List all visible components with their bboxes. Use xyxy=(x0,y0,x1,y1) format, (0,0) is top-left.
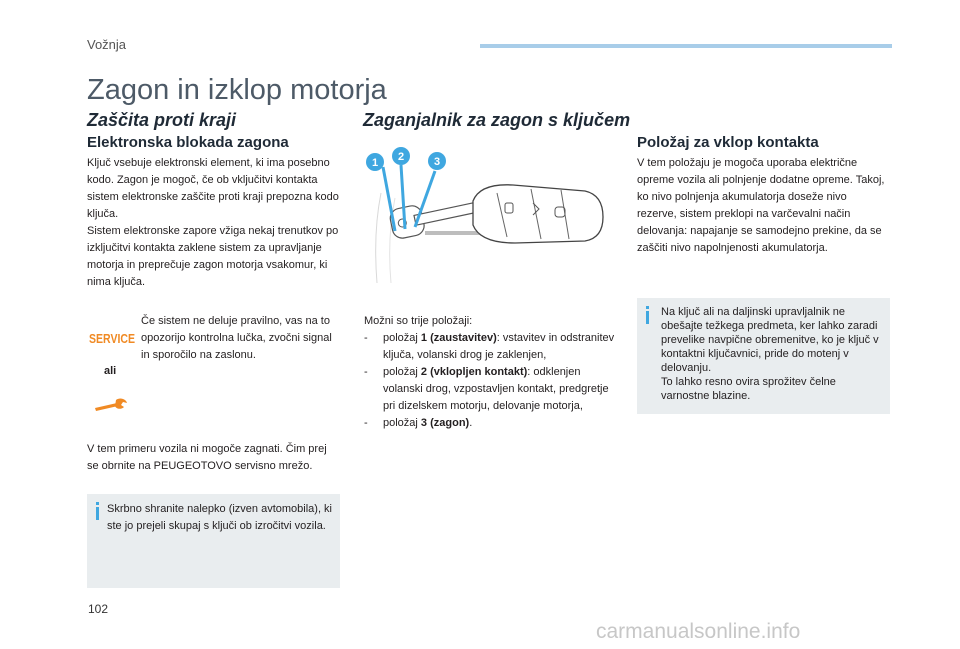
positions-list xyxy=(364,313,616,432)
info-note-icon xyxy=(96,507,99,520)
immobiliser-paragraph-2: Sistem elektronske zapore vžiga nekaj trenutkov po izključitvi kontakta zaklene sistem za upravljanje motorja in preprečuje zagon motorja vsakomur, ki nima ključa. xyxy=(87,225,339,288)
list-item xyxy=(364,330,616,364)
or-label: ali xyxy=(104,365,117,377)
item-rest: . xyxy=(469,417,473,429)
heading-immobiliser: Elektronska blokada zagona xyxy=(87,134,289,151)
info-note-icon xyxy=(646,311,649,324)
note-key-paragraph-1: Na ključ ali na daljinski upravljalnik ne obešajte težkega predmeta, ker lahko zaradi prevelike navpične obremenitve, ko je ključ v kontaktni ključavnici, pride do motenj v delovanju. xyxy=(661,306,879,374)
note-text-label: Skrbno shranite nalepko (izven avtomobila), ki ste jo prejeli skupaj s ključi ob izročitvi vozila. xyxy=(107,503,333,532)
wrench-icon xyxy=(93,398,129,412)
note-box-key xyxy=(637,298,890,414)
note-box-label xyxy=(87,494,340,588)
item-bold: 2 (vklopljen kontakt) xyxy=(420,366,528,378)
list-dash: - xyxy=(364,366,368,378)
callout-2: 2 xyxy=(397,151,405,163)
item-bold: 3 (zagon) xyxy=(420,417,470,429)
section-header: Vožnja xyxy=(87,37,127,52)
watermark: carmanualsonline.info xyxy=(596,620,801,643)
heading-key-starter: Zaganjalnik za zagon s ključem xyxy=(363,110,631,130)
key-ignition-illustration xyxy=(355,143,617,283)
immobiliser-paragraph-1: Ključ vsebuje elektronski element, ki ima posebno kodo. Zagon je mogoč, če ob vključitvi kontakta sistem elektronske zaščite proti kraji prepozna kodo ključa. xyxy=(87,157,339,220)
svg-text:SERVICE: SERVICE xyxy=(89,331,136,346)
warning-text: Če sistem ne deluje pravilno, vas na to opozorijo kontrolna lučka, zvočni signal in sporočilo na zaslonu. xyxy=(141,315,332,361)
list-item xyxy=(364,364,616,415)
page-title: Zagon in izklop motorja xyxy=(87,74,387,106)
list-dash: - xyxy=(364,417,368,429)
item-prefix: položaj xyxy=(383,332,421,344)
heading-ignition-position: Položaj za vklop kontakta xyxy=(637,134,819,151)
list-item xyxy=(364,415,616,432)
item-rest: : odklenjen volanski drog, vzpostavljen kontakt, predgretje pri dizelskem motorju, delovanje motorja, xyxy=(383,366,609,412)
positions-intro: Možni so trije položaji: xyxy=(364,315,473,327)
header-bar xyxy=(480,44,892,48)
contact-network-text: V tem primeru vozila ni mogoče zagnati. Čim prej se obrnite na PEUGEOTOVO servisno mrežo. xyxy=(87,443,327,472)
item-rest: : vstavitev in odstranitev ključa, volanski drog je zaklenjen, xyxy=(383,332,615,361)
callout-3: 3 xyxy=(433,156,441,168)
position-1-arrow xyxy=(383,167,395,231)
item-bold: 1 (zaustavitev) xyxy=(420,332,497,344)
page-number: 102 xyxy=(88,602,109,616)
item-prefix: položaj xyxy=(383,417,421,429)
immobiliser-text xyxy=(87,155,345,291)
list-dash: - xyxy=(364,332,368,344)
note-text-key xyxy=(661,305,887,403)
item-prefix: položaj xyxy=(383,366,421,378)
heading-anti-theft: Zaščita proti kraji xyxy=(87,110,237,130)
service-warning-icon xyxy=(89,331,135,345)
callout-1: 1 xyxy=(371,157,379,169)
note-key-paragraph-2: To lahko resno ovira sprožitev čelne varnostne blazine. xyxy=(661,376,836,402)
ignition-position-text: V tem položaju je mogoča uporaba električne opreme vozila ali polnjenje dodatne opreme. Takoj, ko nivo polnjenja akumulatorja doseže nivo rezerve, sistem preklopi na varčevalni način delovanja: napajanje se samodejno prekine, da se zaščiti nivo napolnjenosti akumulatorja. xyxy=(637,157,885,254)
